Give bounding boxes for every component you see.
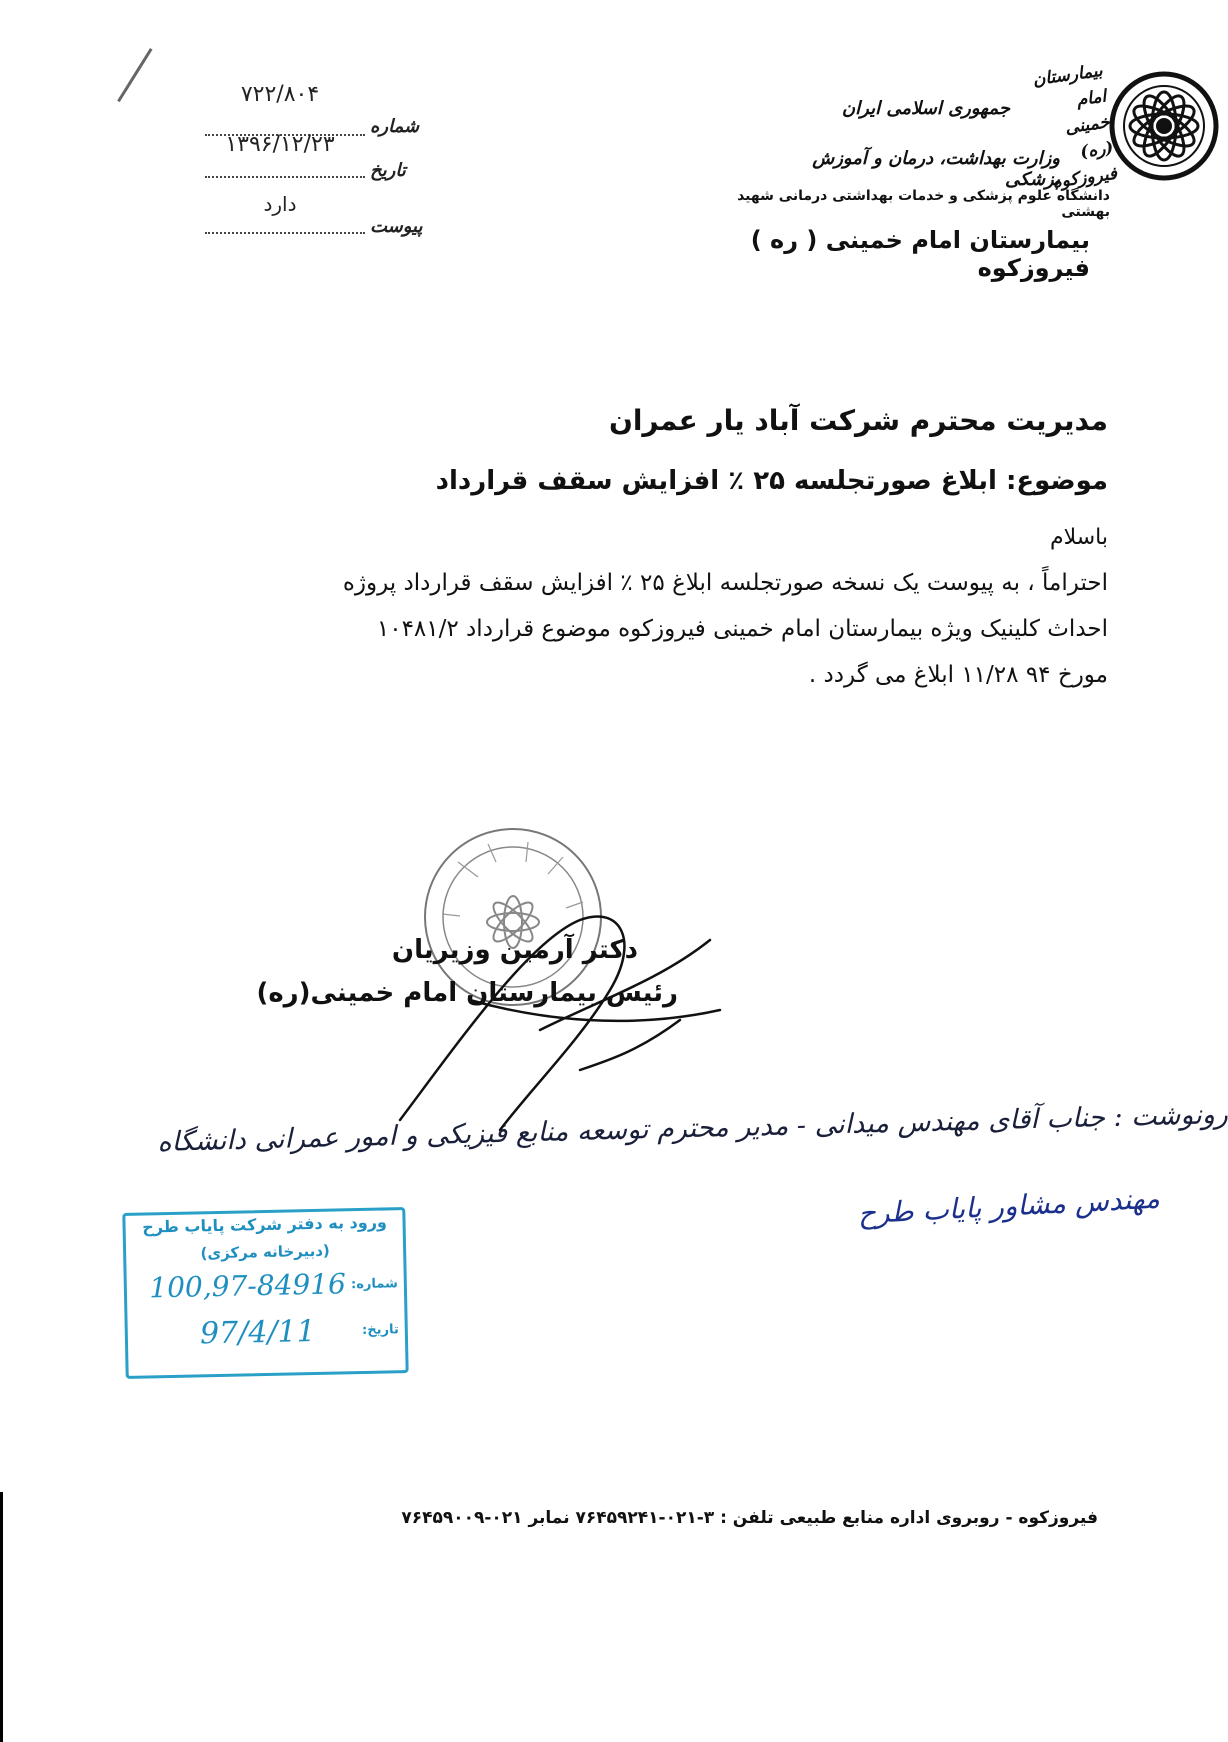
republic-label: جمهوری اسلامی ایران <box>841 98 1010 119</box>
letter-greeting: باسلام <box>1049 525 1108 550</box>
handwritten-consultant-line: مهندس مشاور پایاب طرح <box>856 1181 1161 1231</box>
reference-attachment-label: پیوست <box>370 216 423 237</box>
reference-date-row <box>205 130 406 181</box>
entry-stamp <box>122 1207 408 1379</box>
reference-attachment-row <box>205 192 423 237</box>
page-edge-line <box>0 1492 3 1742</box>
entry-stamp-number-label: شماره: <box>350 1276 398 1293</box>
ministry-label: وزارت بهداشت، درمان و آموزش پزشکی <box>812 148 1060 190</box>
reference-date-line <box>205 176 365 178</box>
entry-stamp-subtitle: (دبیرخانه مرکزی) <box>200 1241 330 1263</box>
reference-number-label: شماره <box>370 116 420 137</box>
reference-attachment-line <box>205 232 365 234</box>
letter-subject: موضوع: ابلاغ صورتجلسه ۲۵ ٪ افزایش سقف قرارداد <box>435 466 1108 496</box>
entry-stamp-date: 97/4/11 <box>199 1313 317 1352</box>
entry-stamp-date-label: تاریخ: <box>361 1322 399 1338</box>
reference-attachment: دارد <box>263 192 297 216</box>
hospital-name: بیمارستان امام خمینی ( ره ) فیروزکوه <box>750 226 1090 282</box>
entry-stamp-title: ورود به دفتر شرکت پایاب طرح <box>142 1212 388 1237</box>
reference-number: ۷۲۲/۸۰۴ <box>240 82 320 107</box>
entry-stamp-number: 100,97-84916 <box>149 1267 347 1305</box>
logo-caption: بیمارستان امام خمینی (ره) فیروزکوه <box>1031 60 1119 193</box>
reference-date: ۱۳۹۶/۱۲/۲۳ <box>225 132 335 157</box>
letter-recipient: مدیریت محترم شرکت آباد یار عمران <box>608 404 1108 437</box>
signatory-title: رئیس بیمارستان امام خمینی(ره) <box>256 978 678 1008</box>
emblem-icon <box>1108 70 1220 182</box>
handwritten-cc-line: رونوشت : جناب آقای مهندس میدانی - مدیر محترم توسعه منابع فیزیکی و امور عمرانی دانشگاه <box>156 1098 1228 1158</box>
letter-body-line-2: احداث کلینیک ویژه بیمارستان امام خمینی فیروزکوه موضوع قرارداد ۱۰۴۸۱/۲ <box>376 616 1108 642</box>
footer-address: فیروزکوه - روبروی اداره منابع طبیعی تلفن : ۳-۰۲۱-۷۶۴۵۹۲۴۱ نمابر ۰۲۱-۷۶۴۵۹۰۰۹ <box>401 1508 1098 1528</box>
reference-date-label: تاریخ <box>370 160 406 181</box>
scan-mark <box>117 48 152 102</box>
university-label: دانشگاه علوم پزشکی و خدمات بهداشتی درمانی شهید بهشتی <box>737 188 1110 220</box>
signatory-name: دکتر آرمین وزیریان <box>391 935 638 965</box>
letter-body-line-3: مورخ ۹۴ ۱۱/۲۸ ابلاغ می گردد . <box>808 662 1108 688</box>
hospital-emblem <box>1108 70 1220 182</box>
letter-body-line-1: احتراماً ، به پیوست یک نسخه صورتجلسه ابلاغ ۲۵ ٪ افزایش سقف قرارداد پروژه <box>342 570 1108 596</box>
